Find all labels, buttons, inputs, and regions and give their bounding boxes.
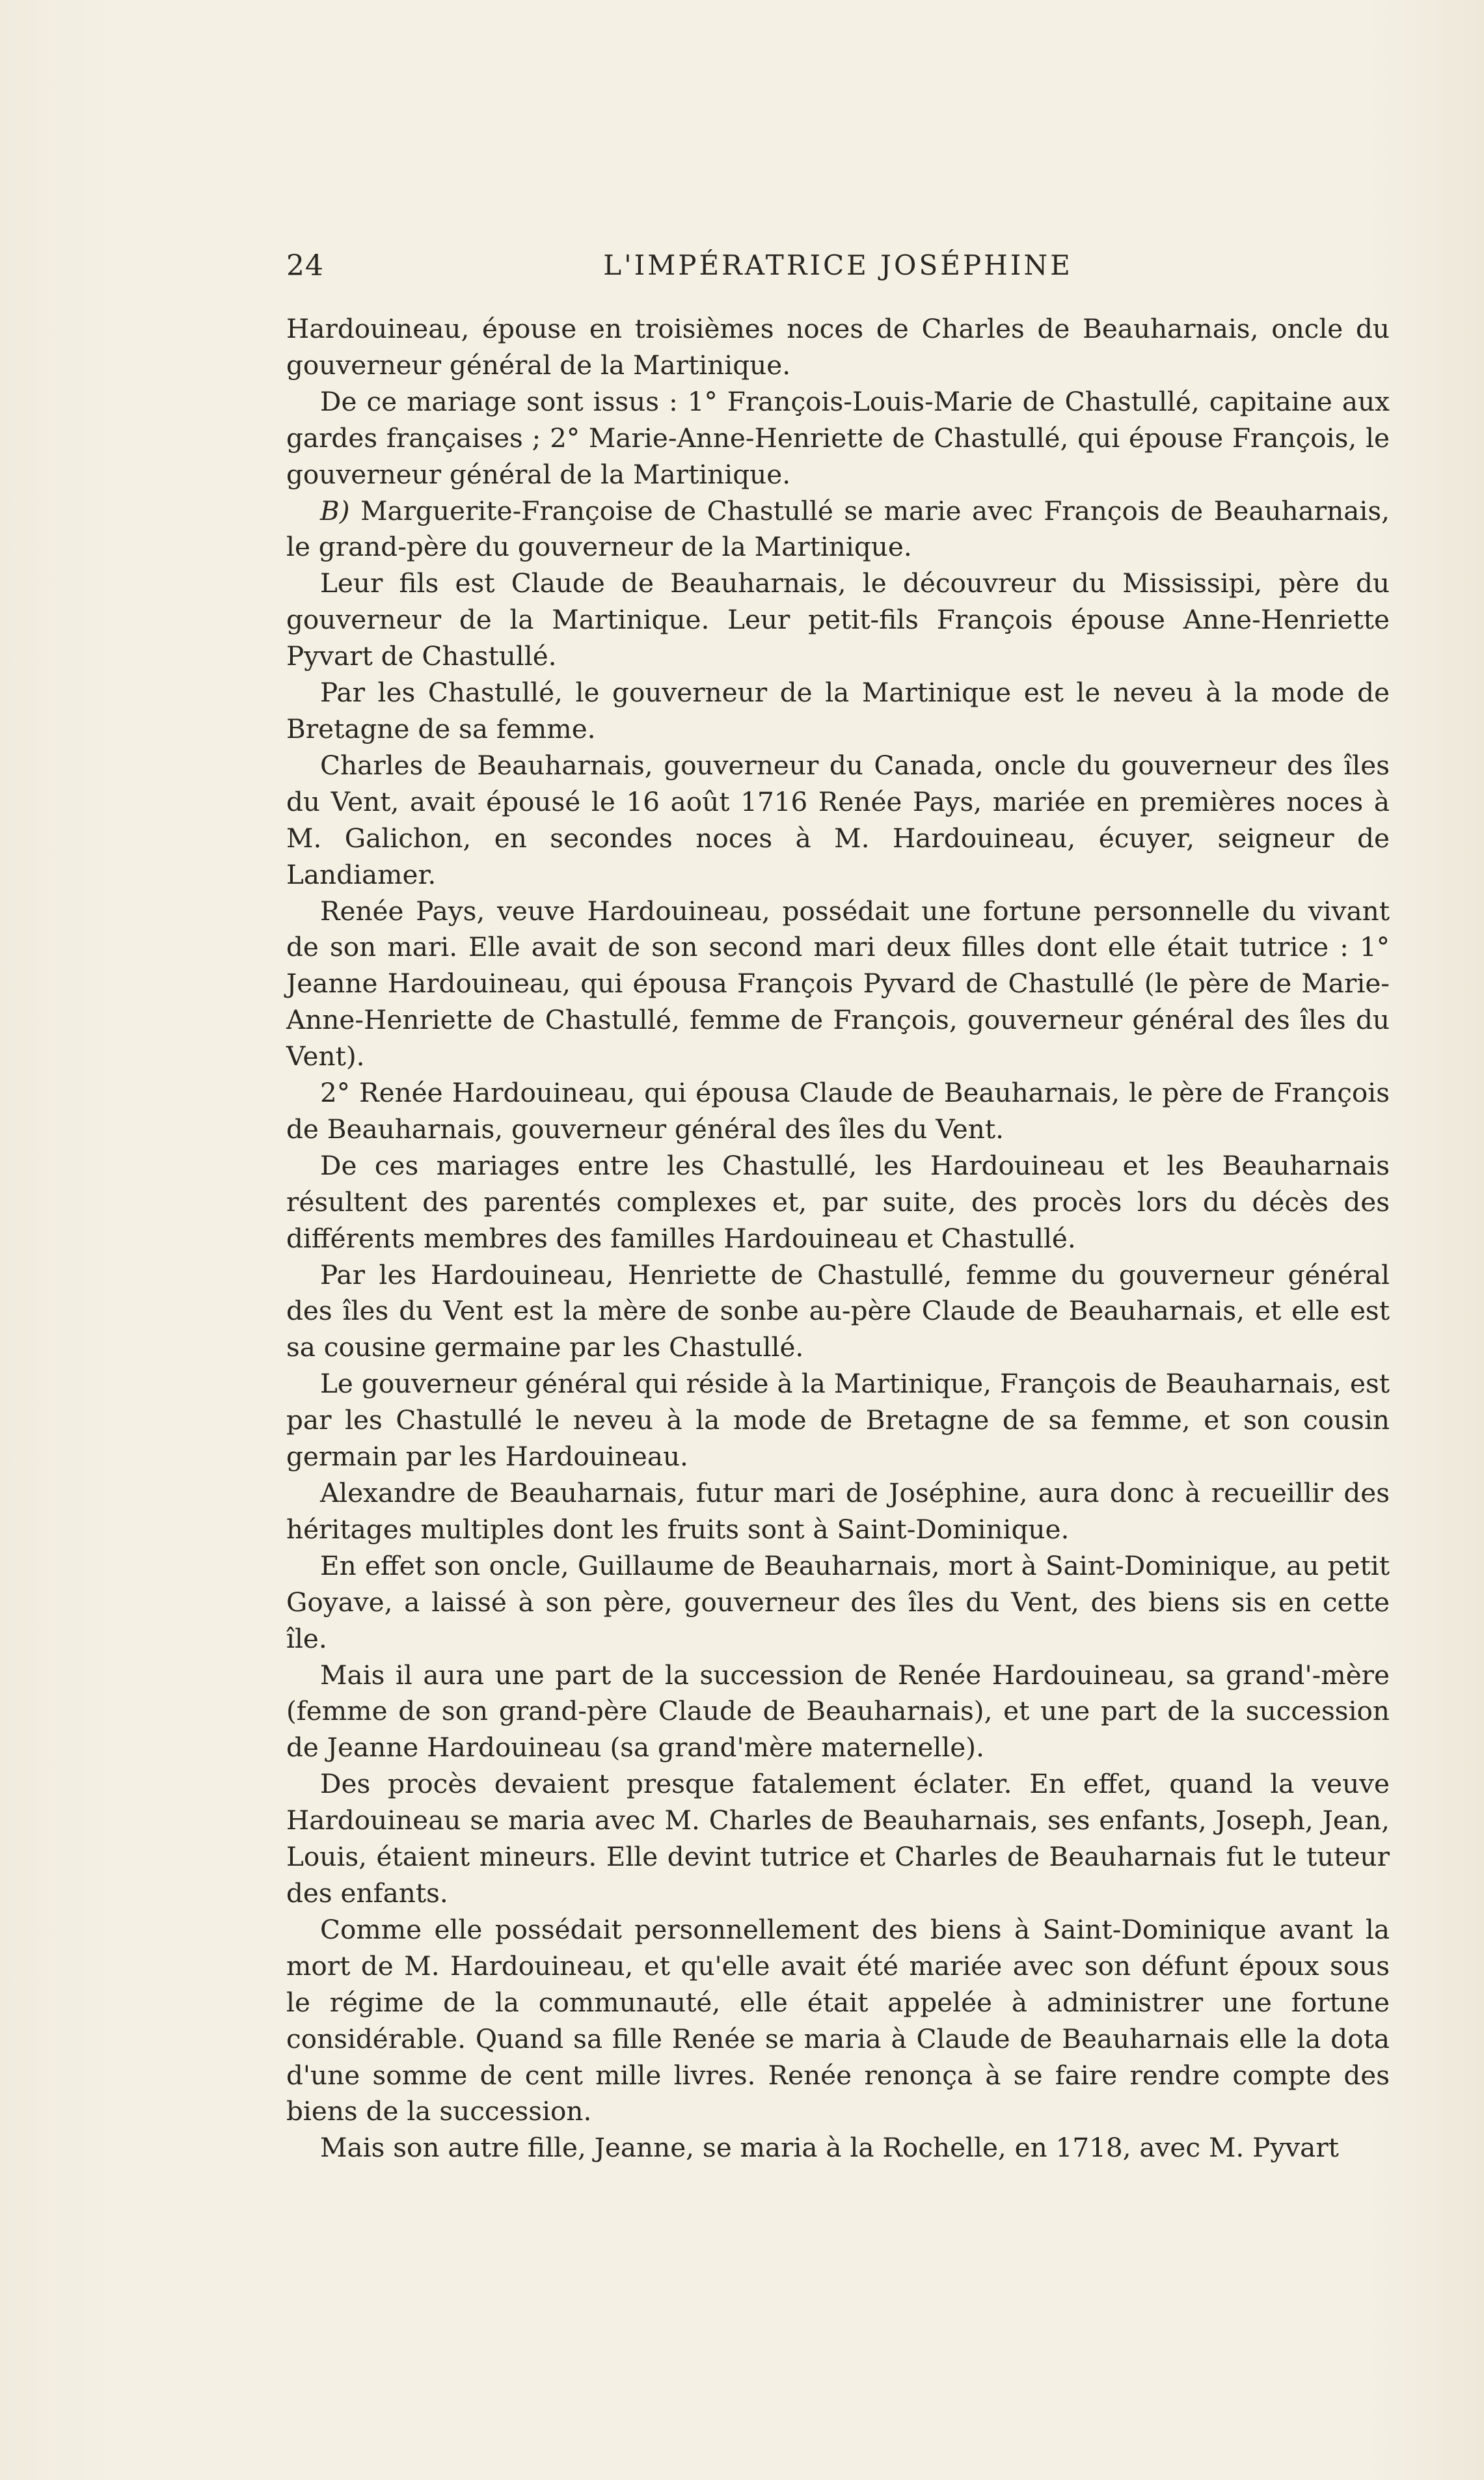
paragraph: Hardouineau, épouse en troisièmes noces de Charles de Beauharnais, oncle du gouverneur général de la Martinique. <box>286 313 1390 381</box>
paragraph: De ce mariage sont issus : 1° François-Louis-Marie de Chastullé, capitaine aux gardes françaises ; 2° Marie-Anne-Henriette de Chastullé, qui épouse François, le gouverneur général de la Martinique. <box>286 385 1390 490</box>
paragraph: Renée Pays, veuve Hardouineau, possédait une fortune personnelle du vivant de son mari. Elle avait de son second mari deux filles dont elle était tutrice : 1° Jeanne Hardouineau, qui épousa François Pyvard de Chastullé (le père de Marie-Anne-Henriette de Chastullé, femme de François, gouverneur général des îles du Vent). <box>286 895 1390 1072</box>
paragraph: Le gouverneur général qui réside à la Martinique, François de Beauharnais, est par les Chastullé le neveu à la mode de Bretagne de sa femme, et son cousin germain par les Hardouineau. <box>286 1368 1390 1473</box>
paragraph: Alexandre de Beauharnais, futur mari de Joséphine, aura donc à recueillir des héritages multiples dont les fruits sont à Saint-Dominique. <box>286 1477 1390 1545</box>
paragraph: Comme elle possédait personnellement des biens à Saint-Dominique avant la mort de M. Hardouineau, et qu'elle avait été mariée avec son défunt époux sous le régime de la communauté, elle était appelée à administrer une fortune considérable. Quand sa fille Renée se maria à Claude de Beauharnais elle la dota d'une somme de cent mille livres. Renée renonça à se faire rendre compte des biens de la succession. <box>286 1913 1390 2127</box>
paragraph: Par les Chastullé, le gouverneur de la Martinique est le neveu à la mode de Bretagne de sa femme. <box>286 677 1390 744</box>
paragraph: Des procès devaient presque fatalement éclater. En effet, quand la veuve Hardouineau se maria avec M. Charles de Beauharnais, ses enfants, Joseph, Jean, Louis, étaient mineurs. Elle devint tutrice et Charles de Beauharnais fut le tuteur des enfants. <box>286 1768 1390 1909</box>
running-header <box>286 249 1390 288</box>
paragraph: Charles de Beauharnais, gouverneur du Canada, oncle du gouverneur des îles du Vent, avait épousé le 16 août 1716 Renée Pays, mariée en premières noces à M. Galichon, en secondes noces à M. Hardouineau, écuyer, seigneur de Landiamer. <box>286 749 1390 890</box>
running-title: L'IMPÉRATRICE JOSÉPHINE <box>603 249 1073 281</box>
paragraph: Par les Hardouineau, Henriette de Chastullé, femme du gouverneur général des îles du Vent est la mère de sonbe au-père Claude de Beauharnais, et elle est sa cousine germaine par les Chastullé. <box>286 1259 1390 1363</box>
paragraph: B) Marguerite-Françoise de Chastullé se marie avec François de Beauharnais, le grand-père du gouverneur de la Martinique. <box>286 495 1390 563</box>
paragraph: Leur fils est Claude de Beauharnais, le découvreur du Mississipi, père du gouverneur de la Martinique. Leur petit-fils François épouse Anne-Henriette Pyvart de Chastullé. <box>286 567 1390 672</box>
section-marker: B) <box>320 495 350 526</box>
paragraph: 2° Renée Hardouineau, qui épousa Claude de Beauharnais, le père de François de Beauharnais, gouverneur général des îles du Vent. <box>286 1077 1390 1145</box>
page-number: 24 <box>286 249 324 282</box>
paragraph: Mais son autre fille, Jeanne, se maria à la Rochelle, en 1718, avec M. Pyvart <box>320 2132 1339 2164</box>
body-text <box>286 311 1390 2166</box>
paragraph: Mais il aura une part de la succession de Renée Hardouineau, sa grand'-mère (femme de son grand-père Claude de Beauharnais), et une part de la succession de Jeanne Hardouineau (sa grand'mère maternelle). <box>286 1659 1390 1764</box>
paragraph: En effet son oncle, Guillaume de Beauharnais, mort à Saint-Dominique, au petit Goyave, a laissé à son père, gouverneur des îles du Vent, des biens sis en cette île. <box>286 1549 1390 1654</box>
paragraph: De ces mariages entre les Chastullé, les Hardouineau et les Beauharnais résultent des parentés complexes et, par suite, des procès lors du décès des différents membres des familles Hardouineau et Chastullé. <box>286 1149 1390 1254</box>
